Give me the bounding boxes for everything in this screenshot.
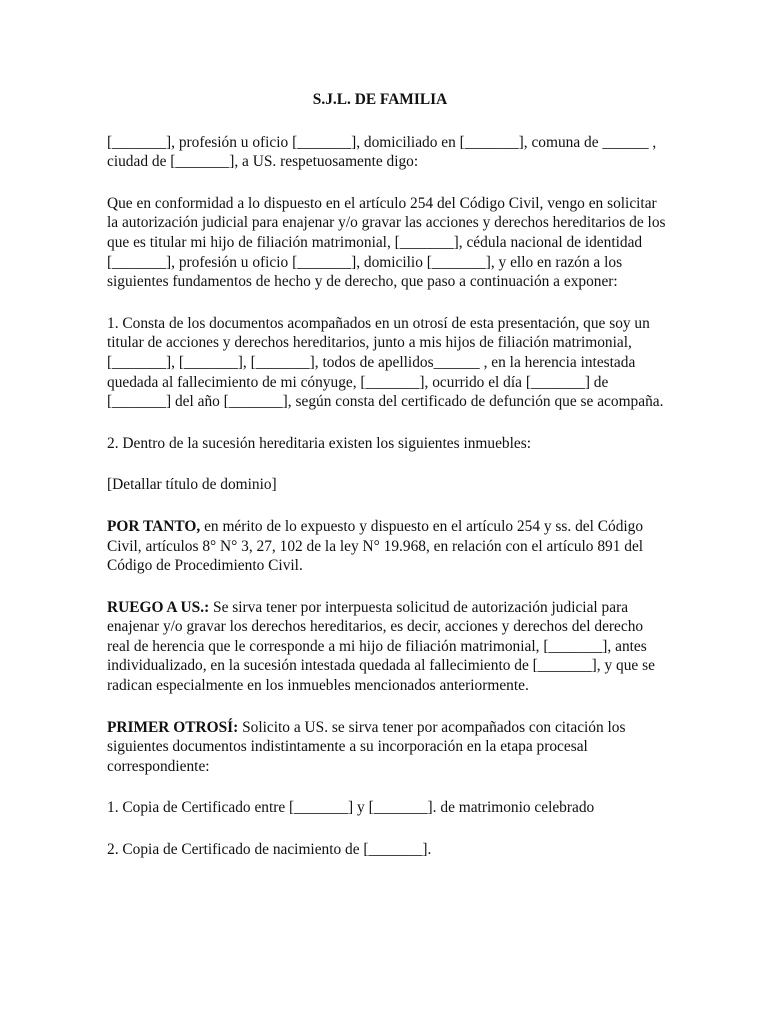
document-list-item-1: 1. Copia de Certificado entre [_______] y [_______]. de matrimonio celebrado — [107, 799, 595, 817]
ruego-paragraph — [107, 598, 667, 696]
detail-placeholder: [Detallar título de dominio] — [107, 476, 277, 494]
ruego-label: RUEGO A US.: — [107, 598, 210, 616]
item-2-paragraph: 2. Dentro de la sucesión hereditaria existen los siguientes inmuebles: — [107, 434, 531, 452]
por-tanto-label: POR TANTO, — [107, 517, 201, 535]
main-paragraph: Que en conformidad a lo dispuesto en el artículo 254 del Código Civil, vengo en solicitar la autorización judicial para enajenar y/o gravar las acciones y derechos hereditarios de los que es titular mi hijo de filiación matrimonial, [_______], cédula nacional de identidad [_______], profesión u oficio [_______], domicilio [_______], y ello en razón a los siguientes fundamentos de hecho y de derecho, que paso a continuación a exponer: — [107, 194, 666, 291]
por-tanto-paragraph — [107, 517, 667, 576]
intro-paragraph: [_______], profesión u oficio [_______], domiciliado en [_______], comuna de ______ , ciudad de [_______], a US. respetuosamente digo: — [107, 133, 657, 171]
primer-otrosi-paragraph — [107, 718, 667, 777]
primer-otrosi-label: PRIMER OTROSÍ: — [107, 718, 239, 736]
document-list-item-2: 2. Copia de Certificado de nacimiento de [_______]. — [107, 841, 432, 859]
document-title: S.J.L. DE FAMILIA — [312, 91, 448, 108]
ruego-text: Se sirva tener por interpuesta solicitud de autorización judicial para enajenar y/o gravar los derechos hereditarios, es decir, acciones y derechos del derecho real de herencia que le corresponde a mi hijo de filiación matrimonial, [_______], antes individualizado, en la sucesión intestada quedada al fallecimiento de [_______], y que se radican especialmente en los inmuebles mencionados anteriormente. — [107, 598, 655, 695]
document-page — [107, 90, 667, 860]
primer-otrosi-text: Solicito a US. se sirva tener por acompañados con citación los siguientes documentos indistintamente a su incorporación en la etapa procesal correspondiente: — [107, 718, 626, 775]
item-1-paragraph: 1. Consta de los documentos acompañados en un otrosí de esta presentación, que soy un titular de acciones y derechos hereditarios, junto a mis hijos de filiación matrimonial, [_______], [_______], [_______], todos de apellidos______ , en la herencia intestada quedada al fallecimiento de mi cónyuge, [_______], ocurrido el día [_______] de [_______] del año [_______], según consta del certificado de defunción que se acompaña. — [107, 314, 664, 411]
por-tanto-text: en mérito de lo expuesto y dispuesto en el artículo 254 y ss. del Código Civil, artículos 8° N° 3, 27, 102 de la ley N° 19.968, en relación con el artículo 891 del Código de Procedimiento Civil. — [107, 517, 644, 575]
